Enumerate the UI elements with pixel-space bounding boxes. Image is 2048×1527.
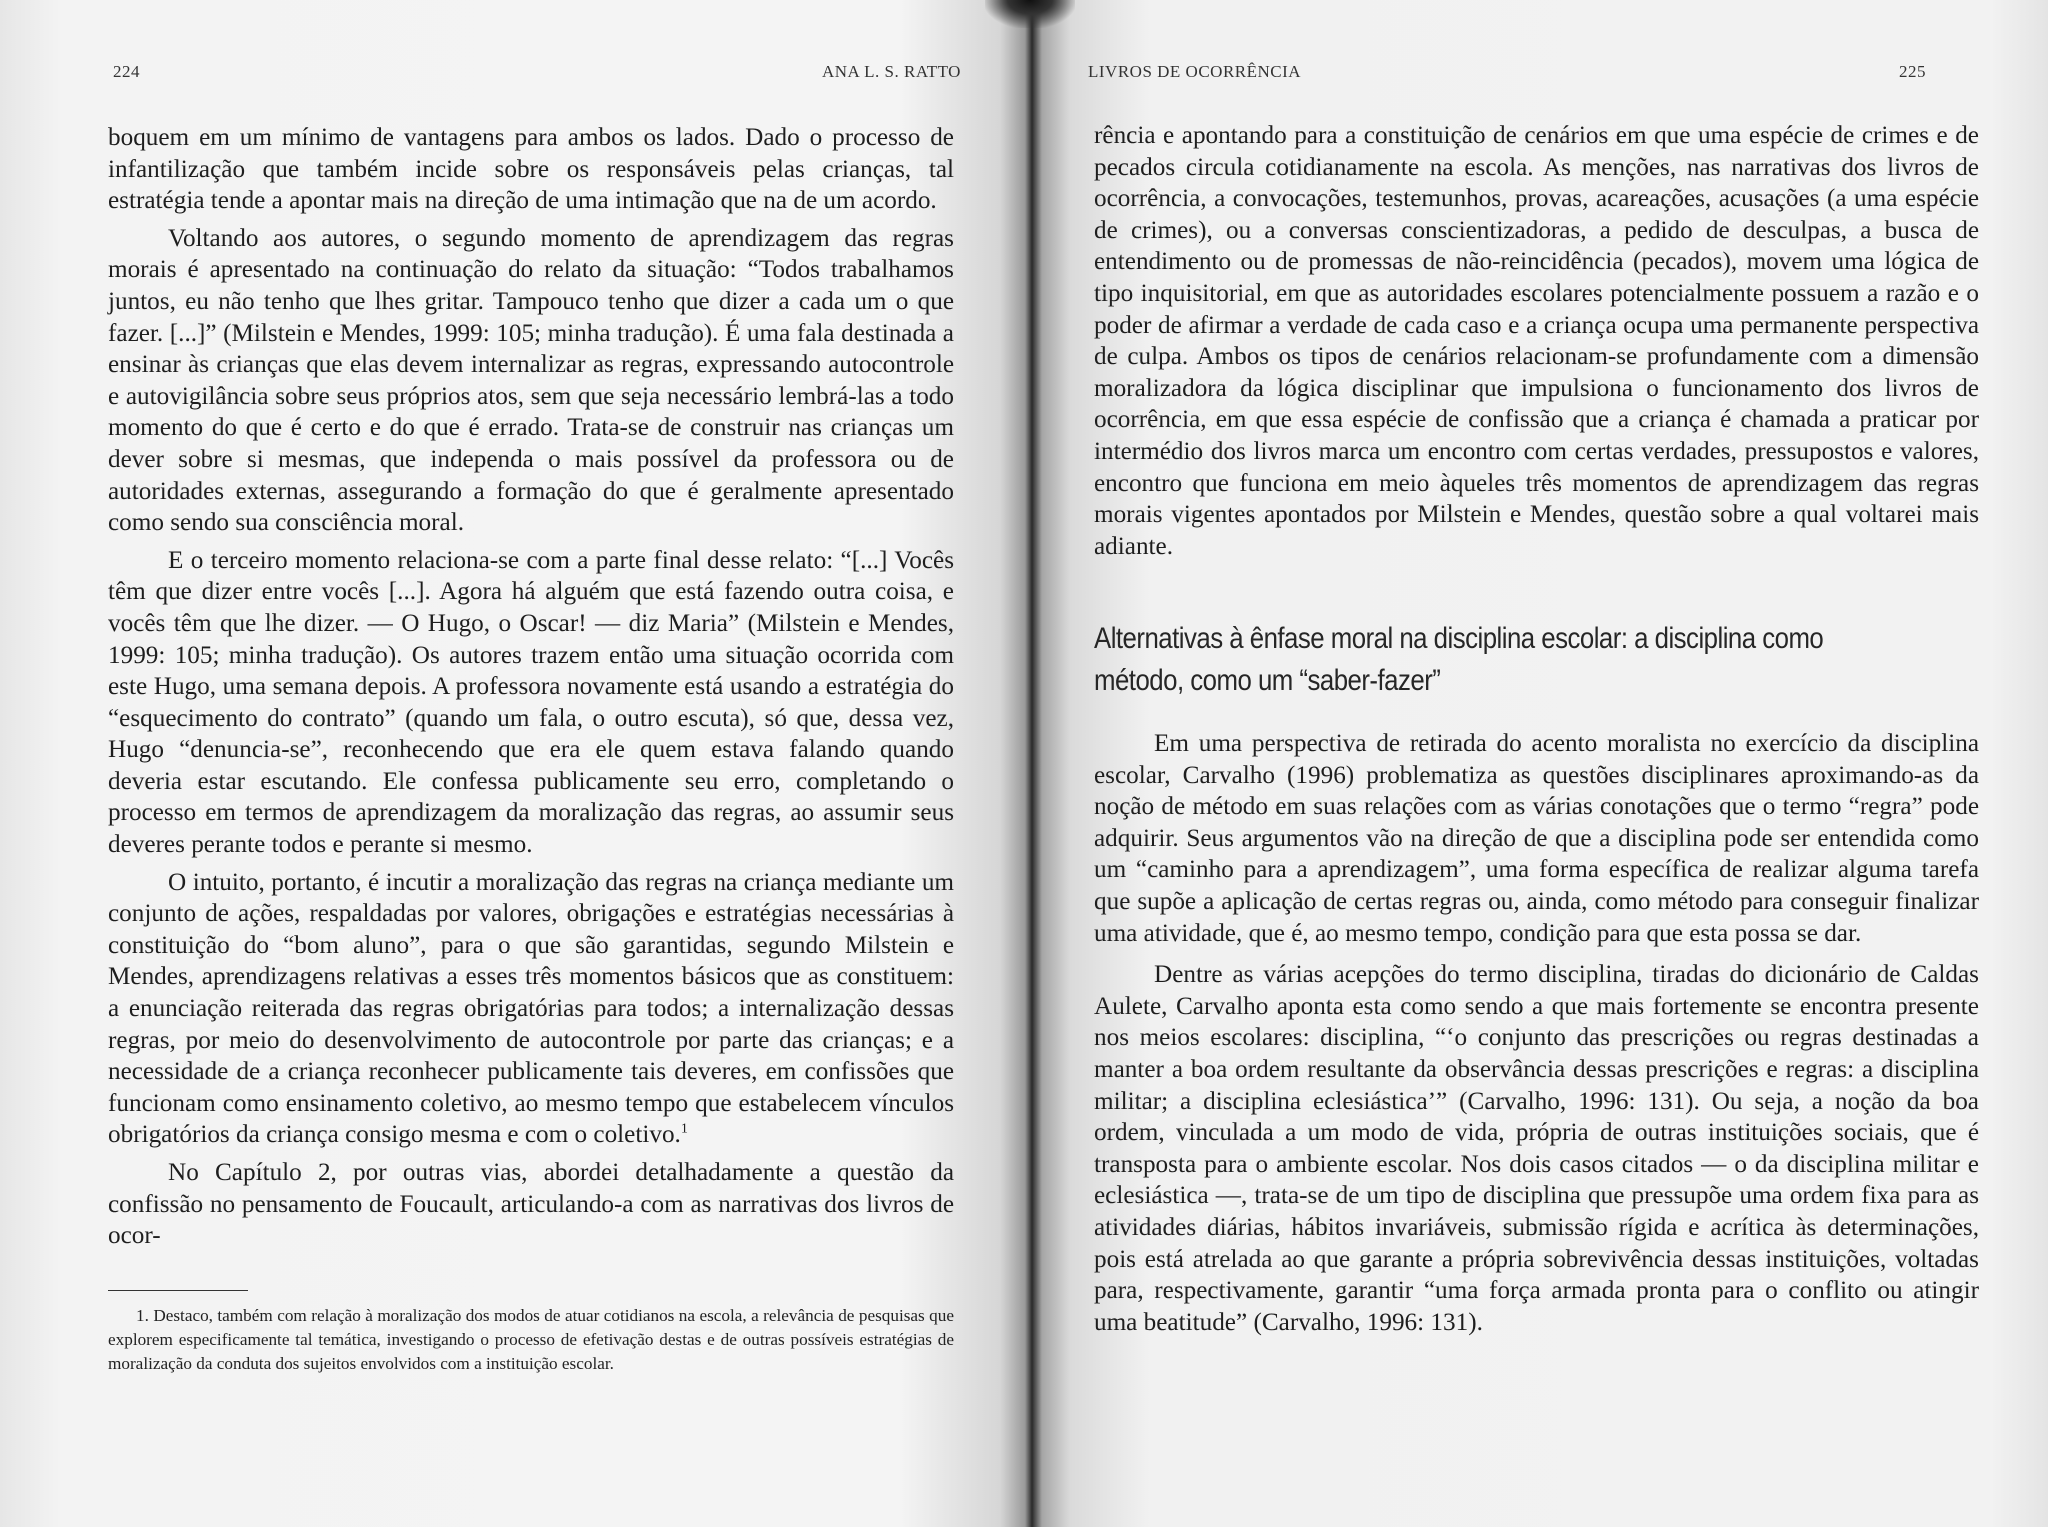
left-paragraph-1: boquem em um mínimo de vantagens para ambos os lados. Dado o processo de infantilização que também incide sobre os responsáveis pelas crianças, tal estratégia tende a apontar mais na direção de uma intimação que na de um acordo. [108,124,954,215]
right-paragraph-1: Em uma perspectiva de retirada do acento moralista no exercício da disciplina escolar, Carvalho (1996) problematiza as questões disciplinares aproximando-as da noção de método em suas relações com as várias conotações que o termo “regra” pode adquirir. Seus argumentos vão na direção de que a disciplina pode ser entendida como um “caminho para a aprendizagem”, uma forma específica de realizar alguma tarefa que supõe a aplicação de certas regras ou, ainda, como método para conseguir finalizar uma atividade, que é, ao mesmo tempo, condição para que esta possa se dar. [1094,730,1979,947]
right-continuation-paragraph: rência e apontando para a constituição de cenários em que uma espécie de crimes e de pecados circula cotidianamente na escola. As menções, nas narrativas dos livros de ocorrência, a convocações, testemunhos, provas, acareações, acusações (a uma espécie de crimes), ou a conversas conscientizadoras, a pedido de desculpas, a busca de entendimento ou de promessas de não-reincidência (pecados), movem uma lógica de tipo inquisitorial, em que as autoridades escolares potencialmente possuem a razão e o poder de afirmar a verdade de cada caso e a criança ocupa uma permanente perspectiva de culpa. Ambos os tipos de cenários relacionam-se profundamente com a dimensão moralizadora da lógica disciplinar que impulsiona o funcionamento dos livros de ocorrência, em que essa espécie de confissão que a criança é chamada a praticar por intermédio dos livros marca um encontro com certas verdades, pressupostos e valores, encontro que funciona em meio àqueles três momentos de aprendizagem das regras morais vigentes apontados por Milstein e Mendes, questão sobre a qual voltarei mais adiante. [1094,122,1979,560]
left-paragraph-3: E o terceiro momento relaciona-se com a parte final desse relato: “[...] Vocês têm que dizer entre vocês [...]. Agora há alguém que está fazendo outra coisa, e vocês têm que lhe dizer. — O Hugo, o Oscar! — diz Maria” (Milstein e Mendes, 1999: 105; minha tradução). Os autores trazem então uma situação ocorrida com este Hugo, uma semana depois. A professora novamente está usando a estratégia do “esquecimento do contrato” (quando um fala, o outro escuta), só que, dessa vez, Hugo “denuncia-se”, reconhecendo que era ele quem estava falando quando deveria estar escutando. Ele confessa publicamente seu erro, completando o processo em termos de aprendizagem da moralização das regras, ao assumir seus deveres perante todos e perante si mesmo. [108,546,954,859]
left-paragraph-4-text: O intuito, portanto, é incutir a moralização das regras na criança mediante um conjunto de ações, respaldadas por valores, obrigações e estratégias necessárias à constituição do “bom aluno”, para o que são garantidas, segundo Milstein e Mendes, aprendizagens relativas a esses três momentos básicos que as constituem: a enunciação reiterada das regras obrigatórias para todos; a internalização dessas regras, por meio do desenvolvimento de autocontrole por parte das crianças; e a necessidade de a criança reconhecer publicamente tais deveres, em confissões que funcionam como ensinamento coletivo, ao mesmo tempo que estabelecem vínculos obrigatórios da criança consigo mesma e com o coletivo. [108,868,954,1149]
left-page [0,0,1010,1527]
section-heading: Alternativas à ênfase moral na disciplina escolar: a disciplina como método, como um “saber-fazer” [1094,622,1824,697]
footnote-divider [108,1290,248,1291]
left-page-number: 224 [113,62,140,81]
left-paragraph-5: No Capítulo 2, por outras vias, abordei detalhadamente a questão da confissão no pensamento de Foucault, articulando-a com as narrativas dos livros de ocor- [108,1159,954,1250]
right-section-body [1094,728,1979,1348]
left-body-text [108,122,954,1258]
right-body-text [1094,120,1979,568]
right-page [1050,0,2048,1527]
left-paragraph-4 [108,867,954,1151]
right-paragraph-2: Dentre as várias acepções do termo disciplina, tiradas do dicionário de Caldas Aulete, Carvalho aponta esta como sendo a que mais fortemente se encontra presente nos meios escolares: disciplina, “‘o conjunto das prescrições ou regras destinadas a manter a boa ordem resultante da observância dessas prescrições e regras: a disciplina militar; a disciplina eclesiástica’” (Carvalho, 1996: 131). Ou seja, a noção da boa ordem, vinculada a um modo de vida, própria de outras instituições sociais, que é transposta para o ambiente escolar. Nos dois casos citados — o da disciplina militar e eclesiástica —, trata-se de um tipo de disciplina que pressupõe uma ordem fixa para as atividades diárias, hábitos invariáveis, submissão rígida e acrítica às determinações, pois está atrelada ao que garante a própria sobrevivência dessas instituições, voltadas para, respectivamente, garantir “uma força armada pronta para o conflito ou atingir uma beatitude” (Carvalho, 1996: 131). [1094,961,1979,1336]
left-running-head: ANA L. S. RATTO [822,62,961,81]
right-running-head: LIVROS DE OCORRÊNCIA [1088,62,1302,81]
left-paragraph-2: Voltando aos autores, o segundo momento de aprendizagem das regras morais é apresentado na continuação do relato da situação: “Todos trabalhamos juntos, eu não tenho que lhes gritar. Tampouco tenho que dizer a cada um o que fazer. [...]” (Milstein e Mendes, 1999: 105; minha tradução). É uma fala destinada a ensinar às crianças que elas devem internalizar as regras, expressando autocontrole e autovigilância sobre seus próprios atos, sem que seja necessário lembrá-las a todo momento do que é certo e do que é errado. Trata-se de construir nas crianças um dever sobre si mesmas, que independa o mais possível da professora ou de autoridades externas, assegurando a formação do que é geralmente apresentado como sendo sua consciência moral. [108,224,954,537]
footnote-text: 1. Destaco, também com relação à moralização dos modos de atuar cotidianos na escola, a relevância de pesquisas que explorem especificamente tal temática, investigando o processo de efetivação destas e de outras possíveis estratégias de moralização da conduta dos sujeitos envolvidos com a instituição escolar. [108,1306,954,1373]
footnote-reference: 1 [680,1122,688,1138]
right-page-number: 225 [1899,62,1926,81]
